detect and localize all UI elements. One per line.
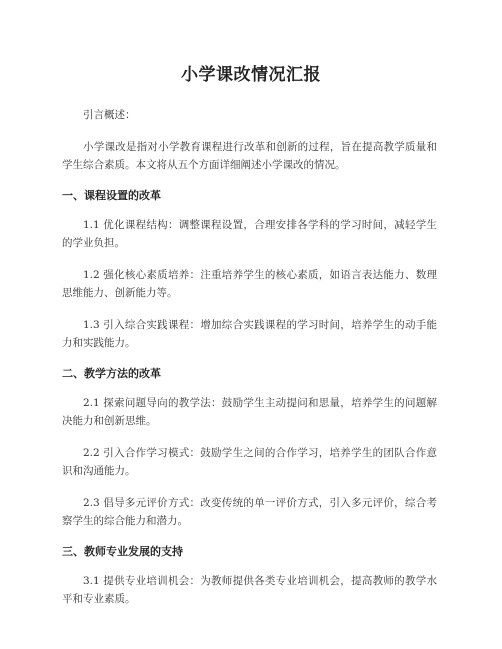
section-curriculum <box>62 188 437 352</box>
section-paragraph: 1.2 强化核心素质培养：注重培养学生的核心素质，如语言表达能力、数理思维能力、创新能力等。 <box>62 269 437 299</box>
section-paragraph: 2.1 探索问题导向的教学法：鼓励学生主动提问和思量，培养学生的问题解决能力和创新思维。 <box>62 397 437 427</box>
intro-label: 引言概述： <box>83 109 136 121</box>
section-paragraph: 2.3 倡导多元评价方式：改变传统的单一评价方式，引入多元评价，综合考察学生的综合能力和潜力。 <box>62 497 437 527</box>
section-paragraph: 2.2 引入合作学习模式：鼓励学生之间的合作学习，培养学生的团队合作意识和沟通能力。 <box>62 447 437 477</box>
document-title: 小学课改情况汇报 <box>181 65 321 85</box>
intro-paragraph: 小学课改是指对小学教育课程进行改革和创新的过程，旨在提高教学质量和学生综合素质。本文将从五个方面详细阐述小学课改的情况。 <box>62 141 437 171</box>
section-paragraph: 3.1 提供专业培训机会：为教师提供各类专业培训机会，提高教师的教学水平和专业素质。 <box>62 575 437 605</box>
document-body <box>62 106 437 622</box>
section-paragraph: 1.3 引入综合实践课程：增加综合实践课程的学习时间，培养学生的动手能力和实践能力。 <box>62 319 437 349</box>
section-heading: 二、教学方法的改革 <box>62 367 161 380</box>
section-teaching-methods <box>62 366 437 530</box>
section-heading: 一、课程设置的改革 <box>62 189 161 202</box>
section-heading: 三、教师专业发展的支持 <box>62 545 183 558</box>
section-paragraph: 1.1 优化课程结构：调整课程设置，合理安排各学科的学习时间，减轻学生的学业负担。 <box>62 219 437 249</box>
section-teacher-development <box>62 544 437 608</box>
